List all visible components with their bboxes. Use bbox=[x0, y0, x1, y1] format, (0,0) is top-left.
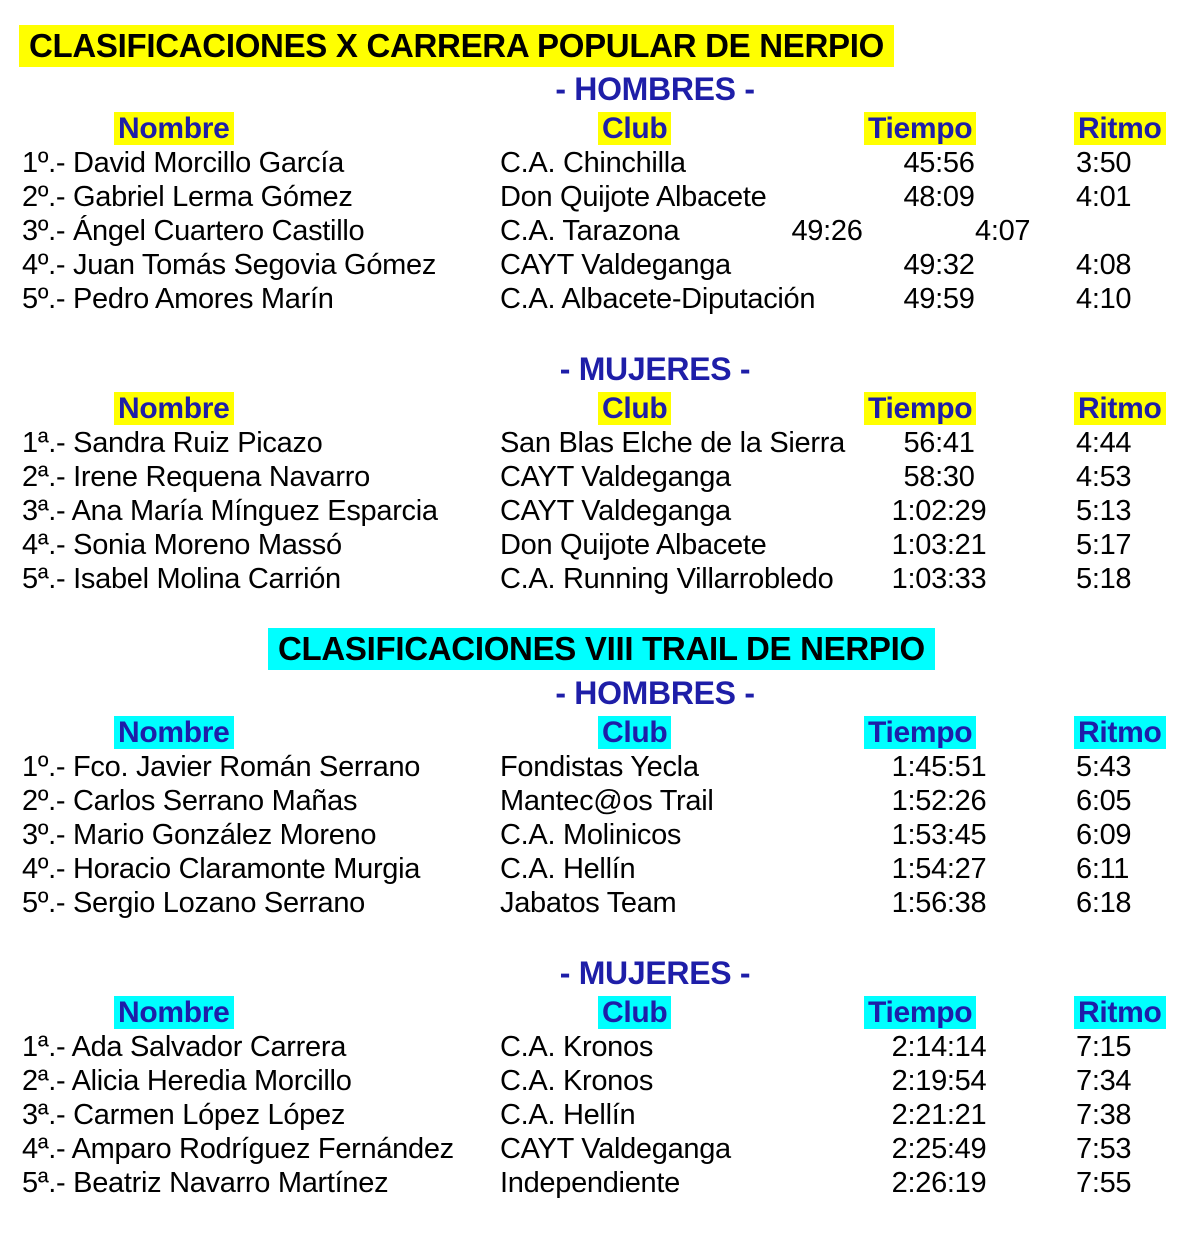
table-row bbox=[0, 1132, 1200, 1166]
club-cell: CAYT Valdeganga bbox=[500, 461, 731, 493]
club-cell: CAYT Valdeganga bbox=[500, 249, 731, 281]
time-cell: 2:26:19 bbox=[891, 1167, 987, 1199]
table-row bbox=[0, 562, 1200, 596]
race-trail-women-table bbox=[0, 1030, 1200, 1200]
table-row bbox=[0, 214, 1200, 248]
column-header-club: Club bbox=[598, 392, 671, 425]
race-trail-women-heading: - MUJERES - bbox=[559, 955, 751, 991]
club-cell: C.A. Running Villarrobledo bbox=[500, 563, 834, 595]
race-popular-women-table bbox=[0, 426, 1200, 596]
table-row bbox=[0, 784, 1200, 818]
runner-name-cell bbox=[22, 1098, 500, 1132]
runner-name-cell bbox=[22, 180, 500, 214]
rank: 3º.- bbox=[22, 215, 66, 247]
runner-name-cell bbox=[22, 282, 500, 316]
time-cell: 2:19:54 bbox=[891, 1065, 987, 1097]
time-cell: 56:41 bbox=[903, 427, 975, 459]
race-trail-men-column-headers bbox=[0, 716, 1200, 750]
race-trail-title-row bbox=[0, 596, 1200, 670]
club-cell: C.A. Albacete-Diputación bbox=[500, 283, 816, 315]
rank: 2º.- bbox=[22, 785, 66, 817]
time-cell: 1:03:33 bbox=[891, 563, 987, 595]
runner-name: Irene Requena Navarro bbox=[73, 461, 370, 493]
runner-name: Beatriz Navarro Martínez bbox=[73, 1167, 389, 1199]
runner-name: Alicia Heredia Morcillo bbox=[71, 1065, 352, 1097]
club-cell: Mantec@os Trail bbox=[500, 785, 714, 817]
runner-name: Amparo Rodríguez Fernández bbox=[71, 1133, 454, 1165]
time-cell: 1:54:27 bbox=[891, 853, 987, 885]
club-cell: San Blas Elche de la Sierra bbox=[500, 427, 845, 459]
club-cell: C.A. Hellín bbox=[500, 1099, 636, 1131]
column-header-club: Club bbox=[598, 996, 671, 1029]
time-cell: 49:32 bbox=[903, 249, 975, 281]
pace-cell: 4:07 bbox=[975, 215, 1031, 247]
column-header-nombre: Nombre bbox=[114, 996, 234, 1029]
rank: 2ª.- bbox=[22, 461, 66, 493]
time-cell: 45:56 bbox=[903, 147, 975, 179]
pace-cell: 3:50 bbox=[1076, 147, 1132, 179]
runner-name: Juan Tomás Segovia Gómez bbox=[73, 249, 437, 281]
column-header-nombre: Nombre bbox=[114, 112, 234, 145]
pace-cell: 5:43 bbox=[1076, 751, 1132, 783]
runner-name: Isabel Molina Carrión bbox=[73, 563, 341, 595]
time-cell: 1:56:38 bbox=[891, 887, 987, 919]
club-cell: C.A. Chinchilla bbox=[500, 147, 686, 179]
club-cell: Fondistas Yecla bbox=[500, 751, 699, 783]
pace-cell: 7:55 bbox=[1076, 1167, 1132, 1199]
runner-name-cell bbox=[22, 426, 500, 460]
runner-name-cell bbox=[22, 460, 500, 494]
runner-name: Ada Salvador Carrera bbox=[71, 1031, 347, 1063]
pace-cell: 4:08 bbox=[1076, 249, 1132, 281]
runner-name: Horacio Claramonte Murgia bbox=[73, 853, 421, 885]
runner-name-cell bbox=[22, 562, 500, 596]
club-cell: C.A. Kronos bbox=[500, 1031, 654, 1063]
table-row bbox=[0, 1064, 1200, 1098]
rank: 4º.- bbox=[22, 853, 66, 885]
runner-name: Sandra Ruiz Picazo bbox=[73, 427, 323, 459]
time-cell: 1:53:45 bbox=[891, 819, 987, 851]
table-row bbox=[0, 1098, 1200, 1132]
runner-name-cell bbox=[22, 494, 500, 528]
pace-cell: 5:13 bbox=[1076, 495, 1132, 527]
table-row bbox=[0, 180, 1200, 214]
pace-cell: 5:18 bbox=[1076, 563, 1132, 595]
time-cell: 2:21:21 bbox=[891, 1099, 987, 1131]
time-cell: 49:26 bbox=[791, 215, 863, 247]
rank: 5ª.- bbox=[22, 1167, 66, 1199]
runner-name: Sergio Lozano Serrano bbox=[73, 887, 365, 919]
pace-cell: 6:05 bbox=[1076, 785, 1132, 817]
column-header-tiempo: Tiempo bbox=[864, 716, 976, 749]
runner-name: Pedro Amores Marín bbox=[73, 283, 334, 315]
race-popular-women-column-headers bbox=[0, 392, 1200, 426]
race-trail-title: CLASIFICACIONES VIII TRAIL DE NERPIO bbox=[268, 628, 935, 670]
time-cell: 1:03:21 bbox=[891, 529, 987, 561]
pace-cell: 5:17 bbox=[1076, 529, 1132, 561]
pace-cell: 4:53 bbox=[1076, 461, 1132, 493]
club-cell: CAYT Valdeganga bbox=[500, 495, 731, 527]
race-popular-men-column-headers bbox=[0, 112, 1200, 146]
runner-name-cell bbox=[22, 1132, 500, 1166]
rank: 5ª.- bbox=[22, 563, 66, 595]
rank: 1ª.- bbox=[22, 1031, 66, 1063]
race-trail-women-column-headers bbox=[0, 996, 1200, 1030]
runner-name-cell bbox=[22, 1064, 500, 1098]
race-popular-title: CLASIFICACIONES X CARRERA POPULAR DE NERPIO bbox=[19, 25, 894, 67]
table-row bbox=[0, 146, 1200, 180]
table-row bbox=[0, 1166, 1200, 1200]
race-popular-women-heading: - MUJERES - bbox=[559, 351, 751, 387]
club-cell: C.A. Molinicos bbox=[500, 819, 682, 851]
column-header-nombre: Nombre bbox=[114, 716, 234, 749]
rank: 3ª.- bbox=[22, 495, 66, 527]
time-cell: 1:02:29 bbox=[891, 495, 987, 527]
column-header-club: Club bbox=[598, 716, 671, 749]
runner-name: Mario González Moreno bbox=[73, 819, 377, 851]
rank: 1º.- bbox=[22, 147, 66, 179]
runner-name-cell bbox=[22, 750, 500, 784]
runner-name: Fco. Javier Román Serrano bbox=[73, 751, 421, 783]
race-trail-men-table bbox=[0, 750, 1200, 920]
table-row bbox=[0, 750, 1200, 784]
rank: 4º.- bbox=[22, 249, 66, 281]
time-cell: 1:45:51 bbox=[891, 751, 987, 783]
runner-name-cell bbox=[22, 214, 500, 248]
runner-name-cell bbox=[22, 146, 500, 180]
club-cell: C.A. Hellín bbox=[500, 853, 636, 885]
rank: 1º.- bbox=[22, 751, 66, 783]
runner-name: Ana María Mínguez Esparcia bbox=[71, 495, 438, 527]
column-header-club: Club bbox=[598, 112, 671, 145]
pace-cell: 7:34 bbox=[1076, 1065, 1132, 1097]
table-row bbox=[0, 282, 1200, 316]
column-header-ritmo: Ritmo bbox=[1074, 716, 1166, 749]
club-cell: Jabatos Team bbox=[500, 887, 677, 919]
club-cell: Independiente bbox=[500, 1167, 680, 1199]
table-row bbox=[0, 528, 1200, 562]
table-row bbox=[0, 426, 1200, 460]
pace-cell: 6:09 bbox=[1076, 819, 1132, 851]
pace-cell: 4:44 bbox=[1076, 427, 1132, 459]
time-cell: 58:30 bbox=[903, 461, 975, 493]
pace-cell: 4:10 bbox=[1076, 283, 1132, 315]
runner-name: Gabriel Lerma Gómez bbox=[73, 181, 353, 213]
time-cell: 49:59 bbox=[903, 283, 975, 315]
club-cell: C.A. Tarazona bbox=[500, 215, 680, 247]
race-trail-men-heading: - HOMBRES - bbox=[555, 675, 755, 711]
runner-name-cell bbox=[22, 1166, 500, 1200]
table-row bbox=[0, 852, 1200, 886]
column-header-ritmo: Ritmo bbox=[1074, 392, 1166, 425]
rank: 2º.- bbox=[22, 181, 66, 213]
runner-name-cell bbox=[22, 528, 500, 562]
club-cell: CAYT Valdeganga bbox=[500, 1133, 731, 1165]
table-row bbox=[0, 248, 1200, 282]
pace-cell: 6:18 bbox=[1076, 887, 1132, 919]
runner-name-cell bbox=[22, 248, 500, 282]
time-cell: 2:25:49 bbox=[891, 1133, 987, 1165]
column-header-ritmo: Ritmo bbox=[1074, 996, 1166, 1029]
runner-name: David Morcillo García bbox=[73, 147, 344, 179]
pace-cell: 7:38 bbox=[1076, 1099, 1132, 1131]
club-cell: C.A. Kronos bbox=[500, 1065, 654, 1097]
runner-name: Ángel Cuartero Castillo bbox=[73, 215, 365, 247]
table-row bbox=[0, 494, 1200, 528]
runner-name: Carlos Serrano Mañas bbox=[73, 785, 358, 817]
rank: 1ª.- bbox=[22, 427, 66, 459]
runner-name-cell bbox=[22, 818, 500, 852]
table-row bbox=[0, 460, 1200, 494]
rank: 5º.- bbox=[22, 887, 66, 919]
runner-name: Sonia Moreno Massó bbox=[73, 529, 342, 561]
rank: 4ª.- bbox=[22, 1133, 66, 1165]
club-cell: Don Quijote Albacete bbox=[500, 529, 767, 561]
rank: 2ª.- bbox=[22, 1065, 66, 1097]
table-row bbox=[0, 818, 1200, 852]
table-row bbox=[0, 1030, 1200, 1064]
race-popular-men-table bbox=[0, 146, 1200, 316]
rank: 3º.- bbox=[22, 819, 66, 851]
pace-cell: 6:11 bbox=[1076, 853, 1130, 885]
pace-cell: 7:53 bbox=[1076, 1133, 1132, 1165]
column-header-tiempo: Tiempo bbox=[864, 392, 976, 425]
runner-name-cell bbox=[22, 886, 500, 920]
column-header-ritmo: Ritmo bbox=[1074, 112, 1166, 145]
club-cell: Don Quijote Albacete bbox=[500, 181, 767, 213]
race-popular-title-row bbox=[0, 0, 1200, 67]
rank: 4ª.- bbox=[22, 529, 66, 561]
runner-name-cell bbox=[22, 852, 500, 886]
pace-cell: 4:01 bbox=[1076, 181, 1132, 213]
time-cell: 1:52:26 bbox=[891, 785, 987, 817]
runner-name-cell bbox=[22, 1030, 500, 1064]
pace-cell: 7:15 bbox=[1076, 1031, 1132, 1063]
time-cell: 48:09 bbox=[903, 181, 975, 213]
rank: 5º.- bbox=[22, 283, 66, 315]
rank: 3ª.- bbox=[22, 1099, 66, 1131]
runner-name-cell bbox=[22, 784, 500, 818]
column-header-tiempo: Tiempo bbox=[864, 996, 976, 1029]
time-cell: 2:14:14 bbox=[891, 1031, 987, 1063]
table-row bbox=[0, 886, 1200, 920]
race-popular-men-heading: - HOMBRES - bbox=[555, 71, 755, 107]
runner-name: Carmen López López bbox=[73, 1099, 346, 1131]
column-header-tiempo: Tiempo bbox=[864, 112, 976, 145]
column-header-nombre: Nombre bbox=[114, 392, 234, 425]
